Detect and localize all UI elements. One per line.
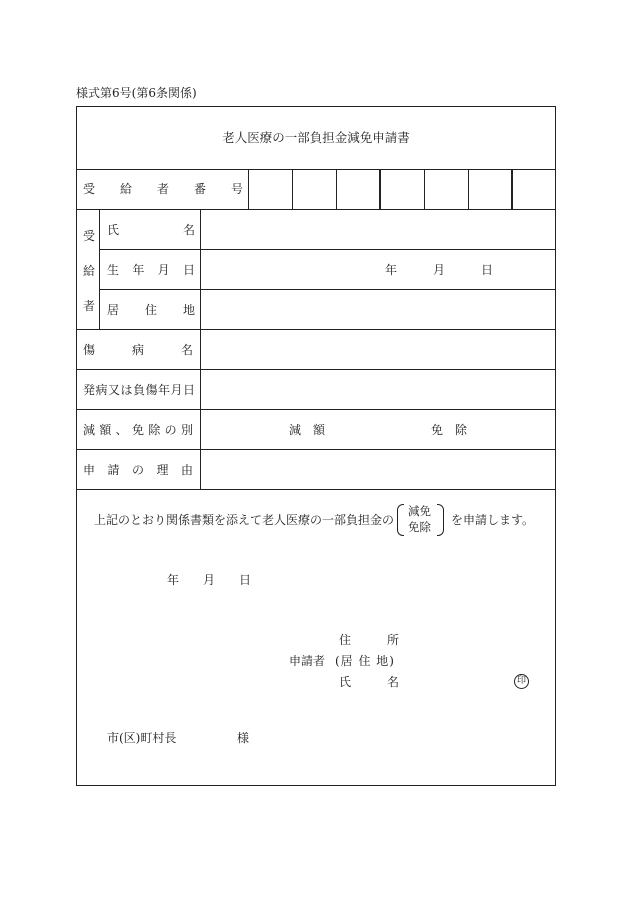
label-char: 受 — [83, 182, 96, 196]
label-char: 日 — [182, 263, 195, 277]
onset-label: 発病又は負傷年月日 — [83, 383, 196, 397]
birth-month-unit: 月 — [433, 263, 446, 277]
label-char: 名 — [180, 343, 193, 357]
label-char: 請 — [107, 463, 120, 477]
birth-year-unit: 年 — [385, 263, 398, 277]
exemption-option[interactable]: 免 除 — [431, 423, 468, 437]
label-char: 氏 — [339, 675, 352, 689]
addressee-office: 市(区)町村長 — [107, 731, 177, 745]
number-box-3[interactable] — [336, 171, 379, 207]
divider — [77, 409, 555, 410]
address-field[interactable] — [201, 290, 555, 328]
disease-label — [83, 343, 193, 357]
birthdate-field[interactable] — [201, 250, 555, 288]
form-title: 老人医療の一部負担金減免申請書 — [222, 130, 410, 145]
recipient-side-char: 受 — [83, 229, 96, 243]
recipient-number-label — [83, 182, 243, 196]
label-char: 免 — [131, 423, 144, 437]
recipient-side-char: 者 — [83, 299, 96, 313]
label-char: 居 — [107, 303, 120, 317]
number-box-4[interactable] — [380, 171, 424, 207]
date-month: 月 — [203, 573, 216, 587]
label-char: 号 — [230, 182, 243, 196]
applicant-label: 申請者 — [289, 654, 326, 668]
label-char: 額 — [99, 423, 112, 437]
disease-field[interactable] — [201, 330, 555, 368]
label-char: 由 — [180, 463, 193, 477]
label-char: 所 — [386, 633, 399, 647]
name-label — [107, 223, 195, 237]
reason-field[interactable] — [201, 450, 555, 488]
addressee-honorific: 様 — [237, 731, 250, 745]
label-char: 名 — [182, 223, 195, 237]
label-char: 除 — [148, 423, 161, 437]
label-char: 申 — [83, 463, 96, 477]
form-reference: 様式第6号(第6条関係) — [76, 86, 197, 100]
label-char: 月 — [157, 263, 170, 277]
birth-day-unit: 日 — [481, 263, 494, 277]
application-form — [76, 106, 556, 786]
label-char: 減 — [83, 423, 96, 437]
address-label — [107, 303, 195, 317]
label-char: 理 — [156, 463, 169, 477]
choice-reduction[interactable]: 減免 — [408, 504, 431, 518]
label-char: 生 — [107, 263, 120, 277]
declaration-text: 上記のとおり関係書類を添えて老人医療の一部負担金の — [94, 513, 395, 527]
date-day: 日 — [239, 573, 252, 587]
applicant-name-label — [339, 675, 399, 689]
applicant-residence-label: (居 住 地) — [335, 654, 395, 668]
applicant-address-label — [339, 633, 399, 647]
label-char: 病 — [131, 343, 144, 357]
bracket-left — [397, 504, 404, 536]
onset-date-field[interactable] — [201, 370, 555, 408]
date-year: 年 — [167, 573, 180, 587]
label-char: 年 — [132, 263, 145, 277]
type-label — [83, 423, 193, 437]
label-char: 者 — [156, 182, 169, 196]
label-char: 住 — [144, 303, 157, 317]
recipient-side-char: 給 — [83, 264, 96, 278]
number-box-1[interactable] — [248, 171, 292, 207]
label-char: 氏 — [107, 223, 120, 237]
divider — [77, 169, 555, 170]
bracket-right — [437, 504, 444, 536]
number-box-7[interactable] — [513, 171, 555, 207]
label-char: 傷 — [83, 343, 96, 357]
label-char: の — [131, 463, 144, 477]
number-box-2[interactable] — [292, 171, 336, 207]
label-char: 別 — [180, 423, 193, 437]
label-char: の — [164, 423, 177, 437]
declaration-end: を申請します。 — [451, 513, 535, 527]
label-char: 、 — [115, 423, 128, 437]
label-char: 名 — [386, 675, 399, 689]
divider — [77, 489, 555, 490]
reason-label — [83, 463, 193, 477]
birthdate-label — [107, 263, 195, 277]
name-field[interactable] — [201, 210, 555, 248]
label-char: 地 — [182, 303, 195, 317]
label-char: 住 — [339, 633, 352, 647]
recipient-group-divider — [99, 209, 100, 329]
choice-exemption[interactable]: 免除 — [408, 520, 431, 534]
number-box-5[interactable] — [424, 171, 468, 207]
seal-mark: 印 — [514, 674, 529, 689]
label-char: 給 — [119, 182, 132, 196]
reduction-option[interactable]: 減 額 — [289, 423, 326, 437]
number-box-6[interactable] — [468, 171, 511, 207]
label-char: 番 — [193, 182, 206, 196]
